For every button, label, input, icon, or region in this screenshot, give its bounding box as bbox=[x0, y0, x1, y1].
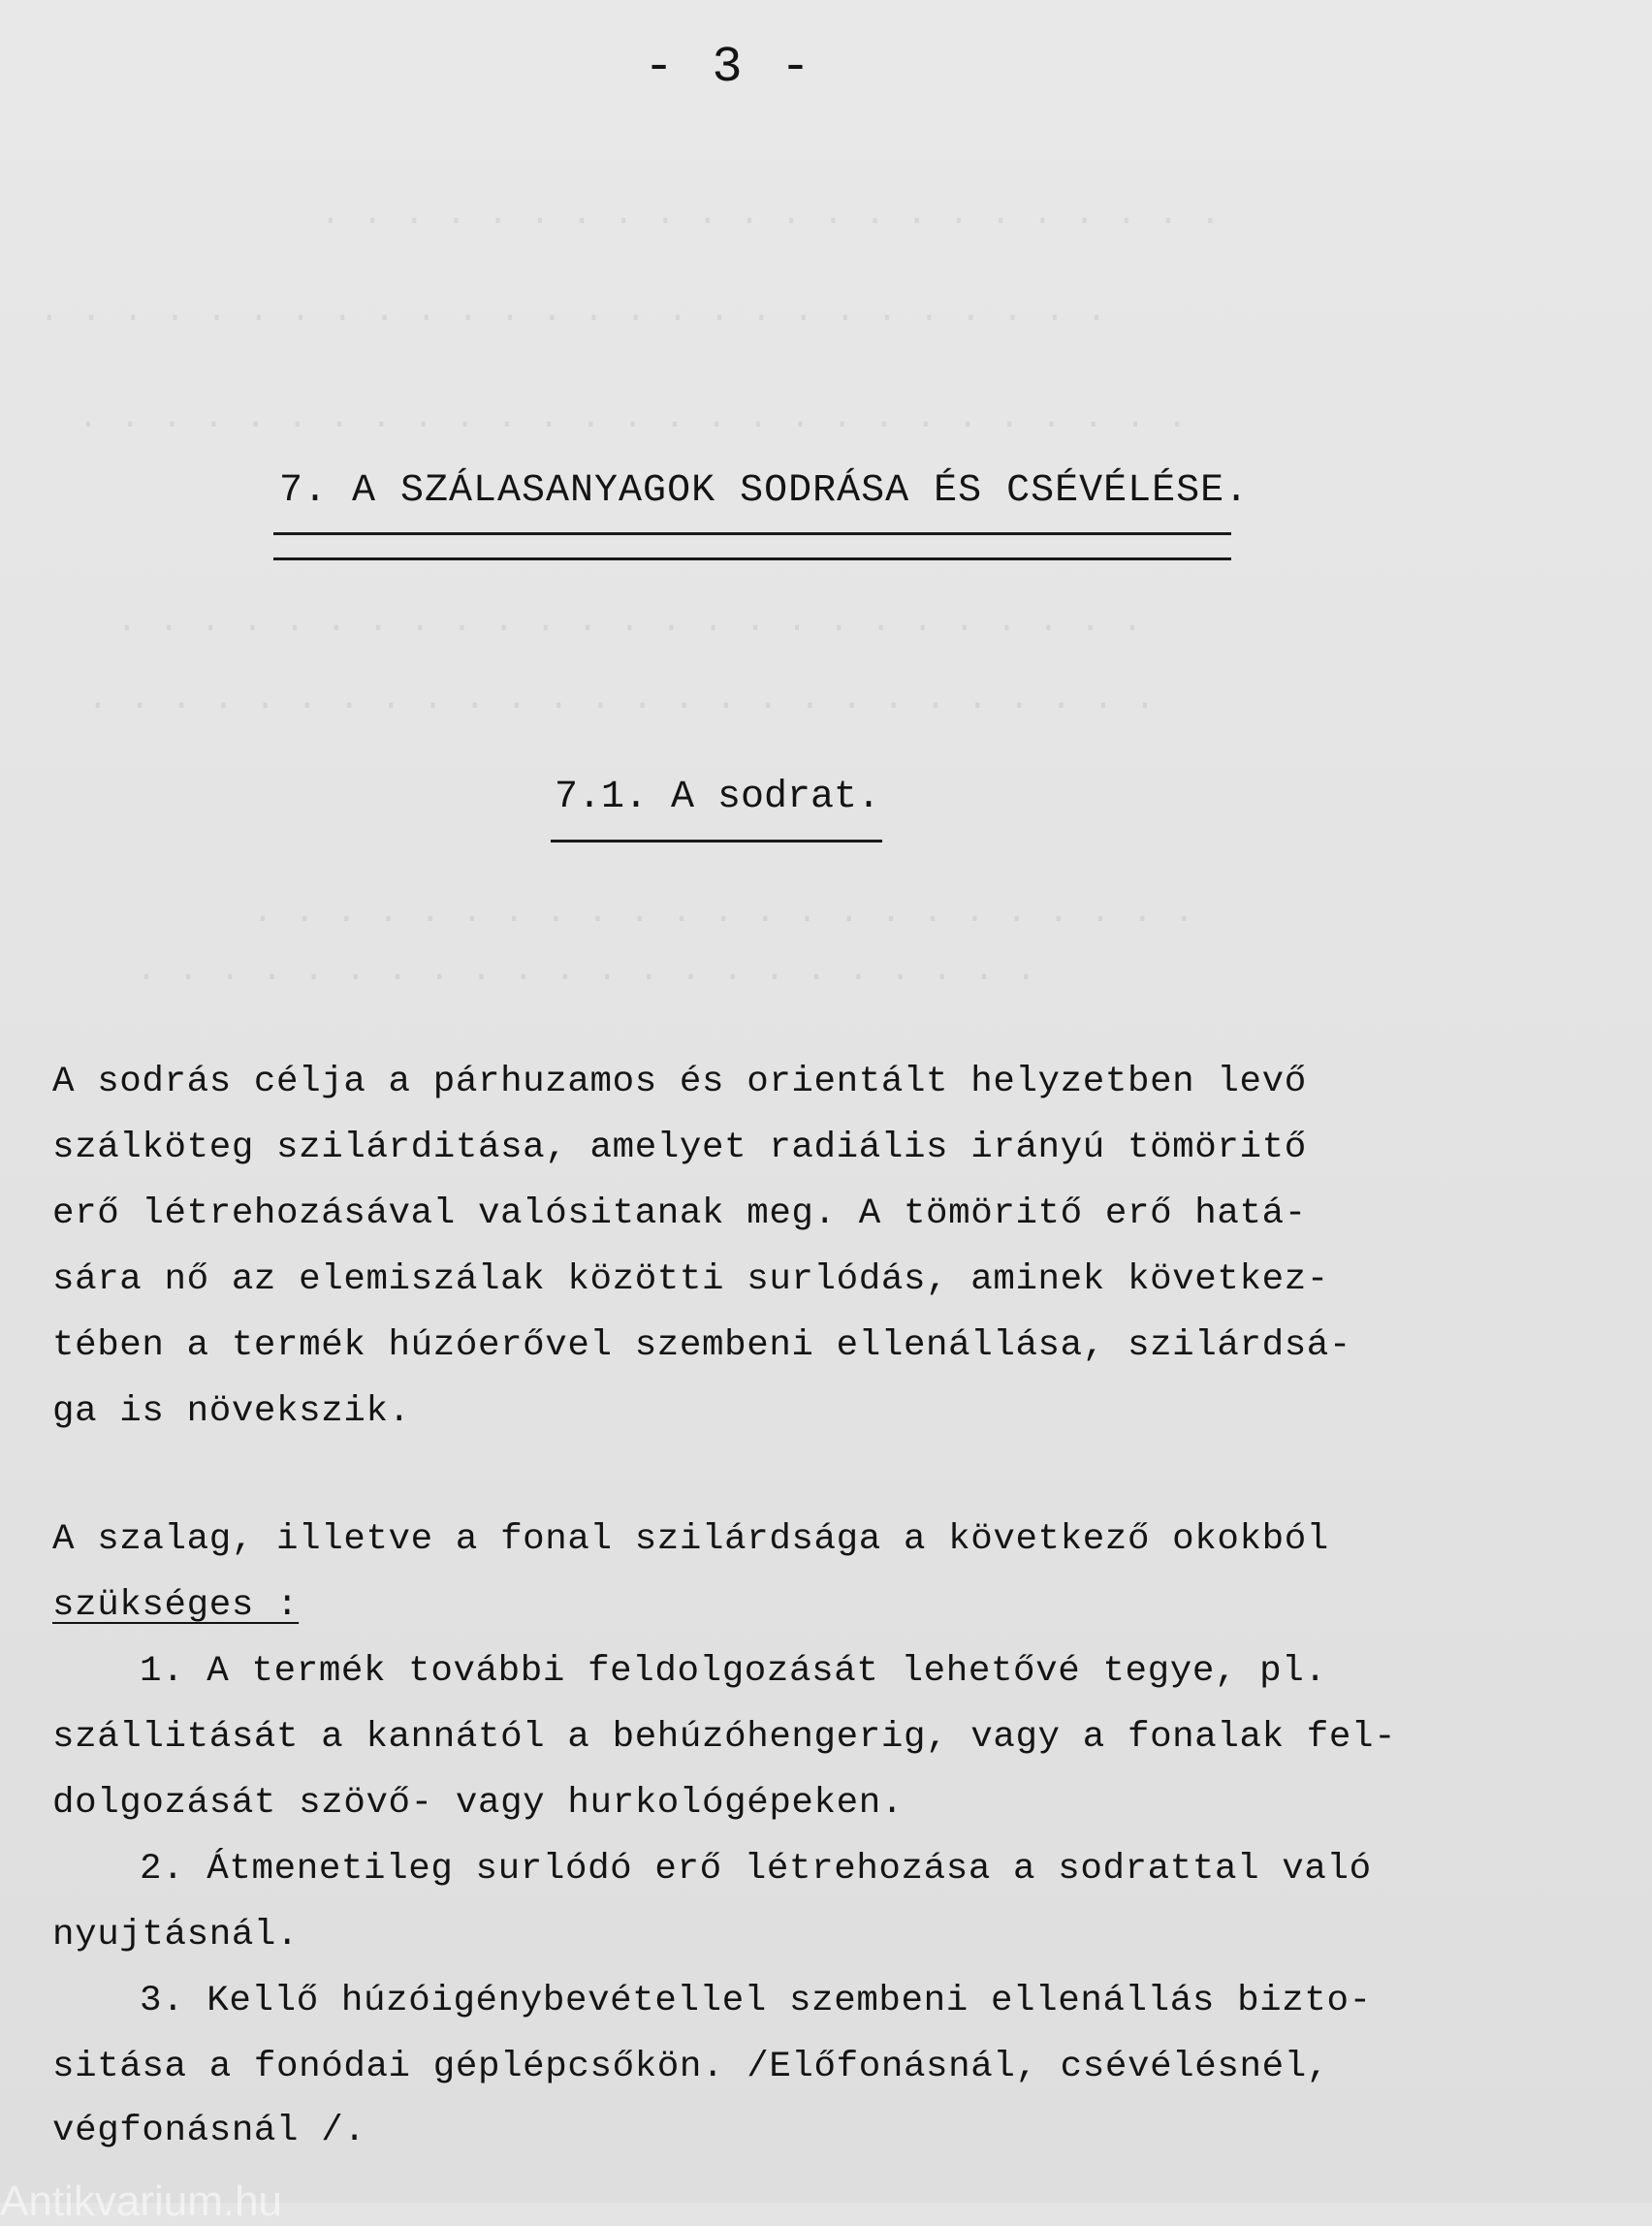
watermark: Antikvarium.hu bbox=[0, 2178, 283, 2225]
body-line: A sodrás célja a párhuzamos és orientált helyzetben levő bbox=[52, 1062, 1307, 1102]
body-line: erő létrehozásával valósitanak meg. A tömöritő erő hatá- bbox=[52, 1193, 1307, 1234]
list-item-1-continuation: szállitását a kannától a behúzóhengerig, vagy a fonalak fel- bbox=[52, 1717, 1397, 1758]
bleed-through-text: . . . . . . . . . . . . . . . . . . . . . . bbox=[320, 194, 1221, 234]
body-line: A szalag, illetve a fonal szilárdsága a következő okokból bbox=[52, 1519, 1329, 1560]
body-line: sára nő az elemiszálak közötti surlódás, aminek következ- bbox=[52, 1259, 1329, 1300]
bleed-through-text: . . . . . . . . . . . . . . . . . . . . . . bbox=[136, 950, 1036, 990]
section-title-rule bbox=[551, 840, 882, 843]
list-item-3-continuation: sitása a fonódai géplépcsőkön. /Előfonásnál, csévélésnél, bbox=[52, 2047, 1329, 2087]
body-line: szálköteg szilárditása, amelyet radiális irányú tömöritő bbox=[52, 1128, 1307, 1168]
body-line: tében a termék húzóerővel szembeni ellenállása, szilárdsá- bbox=[52, 1325, 1352, 1366]
section-title: 7.1. A sodrat. bbox=[555, 776, 881, 819]
chapter-title-rule bbox=[273, 532, 1231, 535]
page-number: - 3 - bbox=[644, 39, 815, 96]
list-item-2-continuation: nyujtásnál. bbox=[52, 1915, 300, 1956]
chapter-title: 7. A SZÁLASANYAGOK SODRÁSA ÉS CSÉVÉLÉSE. bbox=[279, 469, 1250, 513]
list-item-1-continuation: dolgozását szövő- vagy hurkológépeken. bbox=[52, 1783, 904, 1824]
list-item-3-continuation: végfonásnál /. bbox=[52, 2111, 366, 2151]
bleed-through-text: . . . . . . . . . . . . . . . . . . . . . . . . . . . bbox=[78, 398, 1188, 437]
bleed-through-text: . . . . . . . . . . . . . . . . . . . . . . . . . . bbox=[39, 291, 1107, 331]
chapter-title-rule bbox=[273, 557, 1231, 560]
bleed-through-text: . . . . . . . . . . . . . . . . . . . . . . . bbox=[252, 892, 1195, 932]
list-item-3: 3. Kellő húzóigénybevétellel szembeni ellenállás bizto- bbox=[140, 1981, 1372, 2021]
bleed-through-text: . . . . . . . . . . . . . . . . . . . . . . . . . bbox=[116, 601, 1143, 641]
body-line: ga is növekszik. bbox=[52, 1391, 411, 1432]
list-item-2: 2. Átmenetileg surlódó erő létrehozása a sodrattal való bbox=[140, 1849, 1372, 1890]
bleed-through-text: . . . . . . . . . . . . . . . . . . . . . . . . . . bbox=[87, 679, 1156, 718]
list-item-1: 1. A termék további feldolgozását lehetővé tegye, pl. bbox=[140, 1651, 1327, 1692]
body-line: szükséges : bbox=[52, 1585, 300, 1626]
